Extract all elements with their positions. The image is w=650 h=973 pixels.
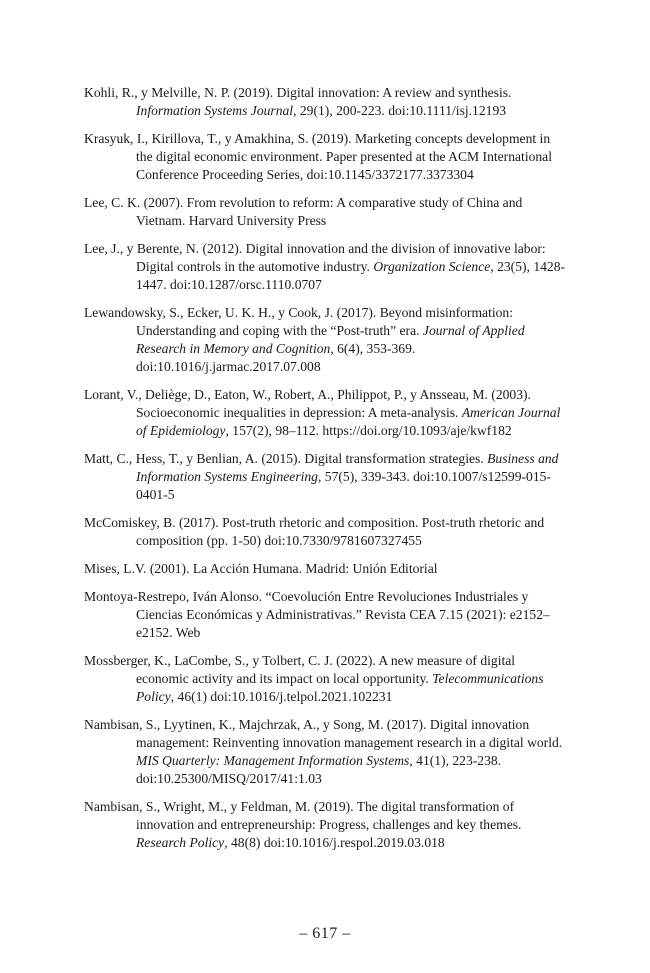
reference-text: Lorant, V., Deliège, D., Eaton, W., Robert, A., Philippot, P., y Ansseau, M. (2003). Socioeconomic inequalities in depression: A meta-analysis. bbox=[84, 387, 531, 420]
reference-entry bbox=[84, 560, 570, 578]
reference-source-title: Information Systems Journal bbox=[136, 103, 294, 118]
reference-source-title: Journal of Applied Research in Memory and Cognition bbox=[136, 323, 525, 356]
reference-entry bbox=[84, 798, 570, 852]
reference-source-title: Telecommunications Policy bbox=[136, 671, 544, 704]
reference-text: , 41(1), 223-238. doi:10.25300/MISQ/2017/41:1.03 bbox=[136, 753, 502, 786]
reference-text: , 46(1) doi:10.1016/j.telpol.2021.102231 bbox=[170, 689, 393, 704]
reference-text: , 23(5), 1428-1447. doi:10.1287/orsc.1110.0707 bbox=[136, 259, 566, 292]
reference-entry bbox=[84, 716, 570, 788]
reference-source-title: Research Policy bbox=[136, 835, 225, 850]
reference-entry bbox=[84, 84, 570, 120]
reference-entry bbox=[84, 386, 570, 440]
reference-text: Mossberger, K., LaCombe, S., y Tolbert, C. J. (2022). A new measure of digital economic activity and its impact on local opportunity. bbox=[84, 653, 516, 686]
reference-text: Lewandowsky, S., Ecker, U. K. H., y Cook, J. (2017). Beyond misinformation: Understanding and coping with the “Post-truth” era. bbox=[84, 305, 513, 338]
reference-text: Montoya-Restrepo, Iván Alonso. “Coevolución Entre Revoluciones Industriales y Ciencias Económicas y Administrativas.” Revista CEA 7.15 (2021): e2152–e2152. Web bbox=[84, 589, 550, 640]
reference-entry bbox=[84, 588, 570, 642]
reference-text: McComiskey, B. (2017). Post-truth rhetoric and composition. Post-truth rhetoric and composition (pp. 1-50) doi:10.7330/9781607327455 bbox=[84, 515, 545, 548]
reference-source-title: Organization Science bbox=[373, 259, 491, 274]
reference-entry bbox=[84, 652, 570, 706]
reference-entry bbox=[84, 130, 570, 184]
reference-text: Lee, C. K. (2007). From revolution to reform: A comparative study of China and Vietnam. Harvard University Press bbox=[84, 195, 523, 228]
reference-text: Nambisan, S., Wright, M., y Feldman, M. (2019). The digital transformation of innovation and entrepreneurship: Progress, challenges and key themes. bbox=[84, 799, 522, 832]
reference-list bbox=[84, 84, 570, 862]
reference-text: Krasyuk, I., Kirillova, T., y Amakhina, S. (2019). Marketing concepts development in the digital economic environment. Paper presented at the ACM International Conference Proceeding Series, doi:10.1145/3372177.3373304 bbox=[84, 131, 552, 182]
reference-entry bbox=[84, 514, 570, 550]
reference-text: Mises, L.V. (2001). La Acción Humana. Madrid: Unión Editorial bbox=[84, 561, 438, 576]
reference-entry bbox=[84, 450, 570, 504]
reference-source-title: American Journal of Epidemiology bbox=[136, 405, 561, 438]
page-number: – 617 – bbox=[299, 925, 351, 942]
reference-text: , 29(1), 200-223. doi:10.1111/isj.12193 bbox=[293, 103, 507, 118]
reference-text: , 6(4), 353-369. doi:10.1016/j.jarmac.2017.07.008 bbox=[136, 341, 416, 374]
reference-entry bbox=[84, 304, 570, 376]
reference-entry bbox=[84, 194, 570, 230]
reference-text: , 57(5), 339-343. doi:10.1007/s12599-015-0401-5 bbox=[136, 469, 551, 502]
reference-text: , 48(8) doi:10.1016/j.respol.2019.03.018 bbox=[224, 835, 445, 850]
reference-text: Nambisan, S., Lyytinen, K., Majchrzak, A., y Song, M. (2017). Digital innovation management: Reinventing innovation management research in a digital world. bbox=[84, 717, 563, 750]
reference-source-title: MIS Quarterly: Management Information Systems bbox=[136, 753, 410, 768]
reference-text: Lee, J., y Berente, N. (2012). Digital innovation and the division of innovative labor: Digital controls in the automotive industry. bbox=[84, 241, 546, 274]
reference-entry bbox=[84, 240, 570, 294]
reference-text: , 157(2), 98–112. https://doi.org/10.1093/aje/kwf182 bbox=[225, 423, 512, 438]
reference-source-title: Business and Information Systems Engineering bbox=[136, 451, 559, 484]
reference-text: Kohli, R., y Melville, N. P. (2019). Digital innovation: A review and synthesis. bbox=[84, 85, 512, 100]
reference-text: Matt, C., Hess, T., y Benlian, A. (2015). Digital transformation strategies. bbox=[84, 451, 488, 466]
